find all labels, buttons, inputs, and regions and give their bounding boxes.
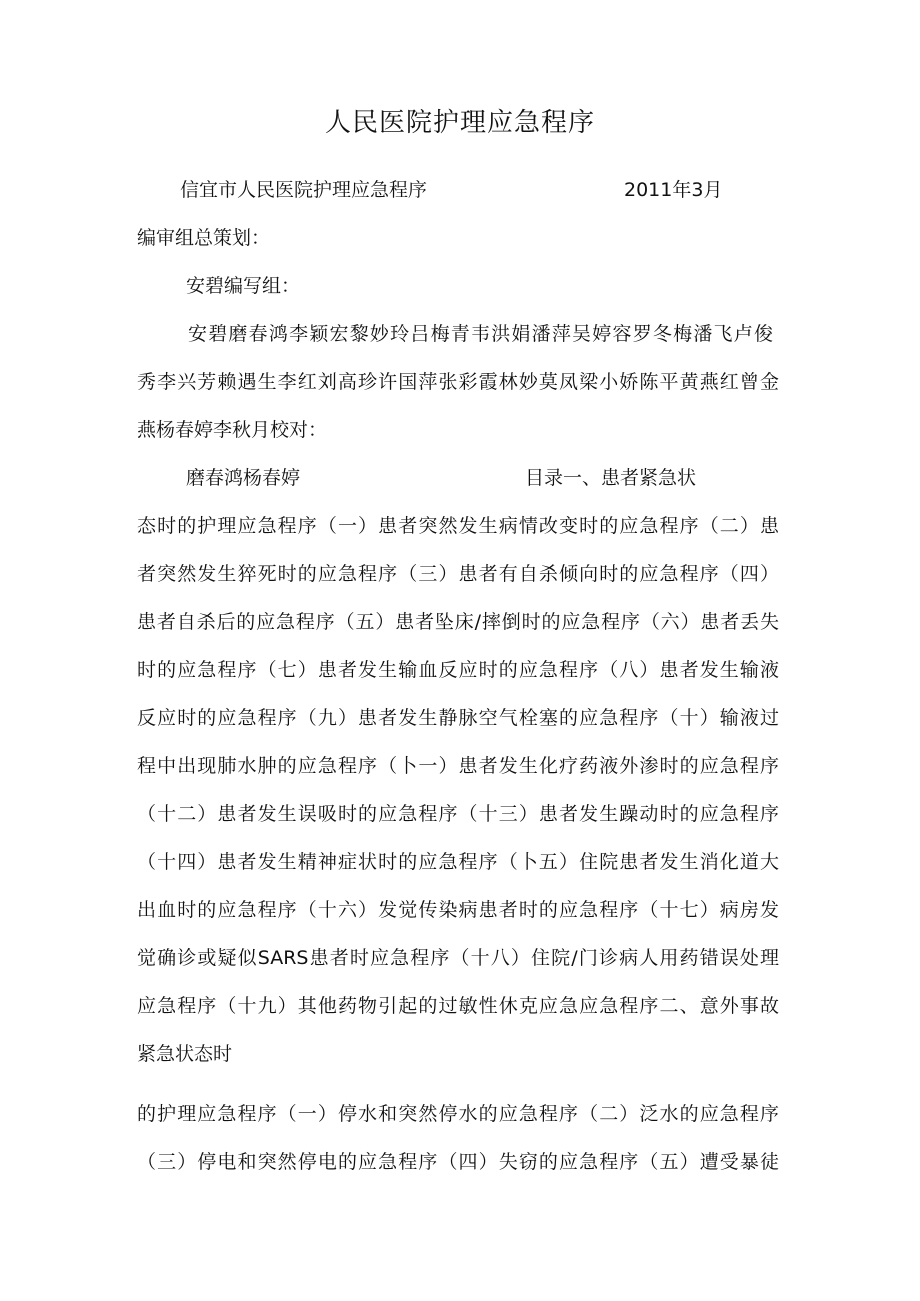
body-line: （十二）患者发生误吸时的应急程序（十三）患者发生躁动时的应急程序 [137,803,779,825]
section2-line: （三）停电和突然停电的应急程序（四）失窃的应急程序（五）遭受暴徒 [137,1151,779,1173]
body-line: 程中出现肺水肿的应急程序（卜一）患者发生化疗药液外渗时的应急程序 [137,755,779,777]
body-line: 觉确诊或疑似SARS患者时应急程序（十八）住院/门诊病人用药错误处理 [137,947,779,969]
toc-heading: 目录一、患者紧急状 [525,467,697,489]
body-line: 者突然发生猝死时的应急程序（三）患者有自杀倾向时的应急程序（四） [137,563,779,585]
planner-label: 编审组总策划： [137,227,271,249]
body-line: 时的应急程序（七）患者发生输血反应时的应急程序（八）患者发生输液 [137,659,779,681]
writers-label: 安碧编写组： [186,275,301,297]
section2-line: 的护理应急程序（一）停水和突然停水的应急程序（二）泛水的应急程序 [137,1103,779,1125]
page-title: 人民医院护理应急程序 [324,108,595,138]
body-line: 出血时的应急程序（十六）发觉传染病患者时的应急程序（十七）病房发 [137,899,779,921]
body-line: （十四）患者发生精神症状时的应急程序（卜五）住院患者发生消化道大 [137,851,779,873]
writers-line-2: 秀李兴芳赖遇生李红刘高珍许国萍张彩霞林妙莫凤梁小娇陈平黄燕红曾金 [137,371,779,393]
writers-line-3: 燕杨春婷李秋月校对： [137,419,328,441]
body-line: 态时的护理应急程序（一）患者突然发生病情改变时的应急程序（二）患 [137,515,779,537]
body-line: 反应时的应急程序（九）患者发生静脉空气栓塞的应急程序（十）输液过 [137,707,779,729]
proofreaders: 磨春鸿杨春婷 [186,467,301,489]
subtitle: 信宜市人民医院护理应急程序 [180,179,428,201]
body-line: 患者自杀后的应急程序（五）患者坠床/摔倒时的应急程序（六）患者丢失 [137,611,779,633]
body-line: 应急程序（十九）其他药物引起的过敏性休克应急应急程序二、意外事故 [137,995,779,1017]
writers-line-1: 安碧磨春鸿李颖宏黎妙玲吕梅青韦洪娟潘萍吴婷容罗冬梅潘飞卢俊 [188,323,773,345]
body-line-last: 紧急状态时 [137,1043,233,1065]
publish-date: 2011年3月 [624,179,723,201]
